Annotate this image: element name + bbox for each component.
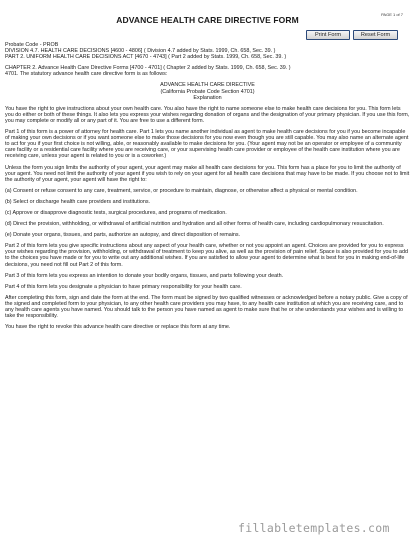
paragraph-agent-authority: Unless the form you sign limits the authority of your agent, your agent may make all health care decisions for you. This form has a place for you to limit the authority of your agent. You need not limit the authority of your agent if you wish to rely on your agent for all health care decisions that may have to be made. If you choose not to limit the authority of your agent, your agent will have the right to: [5, 164, 410, 183]
paragraph-part-1: Part 1 of this form is a power of attorney for health care. Part 1 lets you name another individual as agent to make health care decisions for you if you become incapable of making your own decisions or if you want someone else to make those decisions for you now even though you are still capable. You may also name an alternate agent to act for you if your first choice is not willing, able, or reasonably available to make decisions for you. (Your agent may not be an operator or employee of a community care facility or a residential care facility where you are receiving care, or your supervising health care provider or employee of the health care institution where you are receiving care, unless your agent is related to you or is a coworker.) [5, 129, 409, 160]
form-heading-title: ADVANCE HEALTH CARE DIRECTIVE [160, 82, 255, 89]
chapter-line-2: 4701. The statutory advance health care directive form is as follows: [5, 71, 168, 78]
code-line-3: PART 2. UNIFORM HEALTH CARE DECISIONS ACT [4670 - 4743] ( Part 2 added by Stats. 1999, Ch. 658, Sec. 39. ) [5, 54, 287, 61]
reset-form-button[interactable]: Reset Form [353, 30, 398, 40]
form-actions [306, 30, 398, 40]
paragraph-intro: You have the right to give instructions about your own health care. You also have the right to name someone else to make health care decisions for you. This form lets you do either or both of these things. It also lets you express your wishes regarding donation of organs and the designation of your primary physician. If you use this form, you may complete or modify all or any part of it. You are free to use a different form. [5, 105, 410, 124]
code-line-2: DIVISION 4.7. HEALTH CARE DECISIONS [4600 - 4806] ( Division 4.7 added by Stats. 1999, Ch. 658, Sec. 39. ) [5, 48, 276, 55]
list-item-d: (d) Direct the provision, withholding, or withdrawal of artificial nutrition and hydration and all other forms of health care, including cardiopulmonary resuscitation. [5, 221, 384, 228]
form-heading [5, 82, 410, 100]
form-heading-section: (California Probate Code Section 4701) [160, 88, 255, 95]
code-line-1: Probate Code - PROB [5, 42, 59, 48]
chapter-line-1: CHAPTER 2. Advance Health Care Directive Forms [4700 - 4701] ( Chapter 2 added by Stats. 1999, Ch. 658, Sec. 39. ) [5, 65, 291, 72]
list-item-a: (a) Consent or refuse consent to any care, treatment, service, or procedure to maintain, diagnose, or otherwise affect a physical or mental condition. [5, 187, 358, 194]
form-heading-explanation: Explanation [193, 94, 222, 101]
paragraph-revoke: You have the right to revoke this advance health care directive or replace this form at any time. [5, 324, 231, 331]
chapter-reference [5, 65, 410, 77]
paragraph-signing: After completing this form, sign and date the form at the end. The form must be signed by two qualified witnesses or acknowledged before a notary public. Give a copy of the signed and completed form to your physician, to any other health care providers you may have, to any health care institution at which you are receiving care, and to any health care agents you have named. You should talk to the person you have named as agent to make sure that he or she understands your wishes and is willing to take the responsibility. [5, 294, 408, 320]
document-body [5, 42, 410, 330]
document-title: ADVANCE HEALTH CARE DIRECTIVE FORM [116, 15, 299, 25]
paragraph-part-4: Part 4 of this form lets you designate a physician to have primary responsibility for your health care. [5, 283, 242, 290]
watermark: fillabletemplates.com [238, 521, 390, 535]
paragraph-part-2: Part 2 of this form lets you give specific instructions about any aspect of your health care, whether or not you appoint an agent. Choices are provided for you to express your wishes regarding the provision, withholding, or withdrawal of treatment to keep you alive, as well as the provision of pain relief. Space is also provided for you to add to the choices you have made or for you to write out any additional wishes. If you are satisfied to allow your agent to determine what is best for you in making end-of-life decisions, you need not fill out Part 2 of this form. [5, 243, 409, 268]
list-item-c: (c) Approve or disapprove diagnostic tests, surgical procedures, and programs of medication. [5, 209, 227, 216]
page-number: PAGE 1 of 7 [381, 12, 403, 17]
code-reference [5, 42, 410, 60]
paragraph-part-3: Part 3 of this form lets you express an intention to donate your bodily organs, tissues, and parts following your death. [5, 272, 284, 279]
print-form-button[interactable]: Print Form [306, 30, 350, 40]
list-item-e: (e) Donate your organs, tissues, and parts, authorize an autopsy, and direct disposition of remains. [5, 232, 241, 239]
list-item-b: (b) Select or discharge health care providers and institutions. [5, 198, 151, 205]
